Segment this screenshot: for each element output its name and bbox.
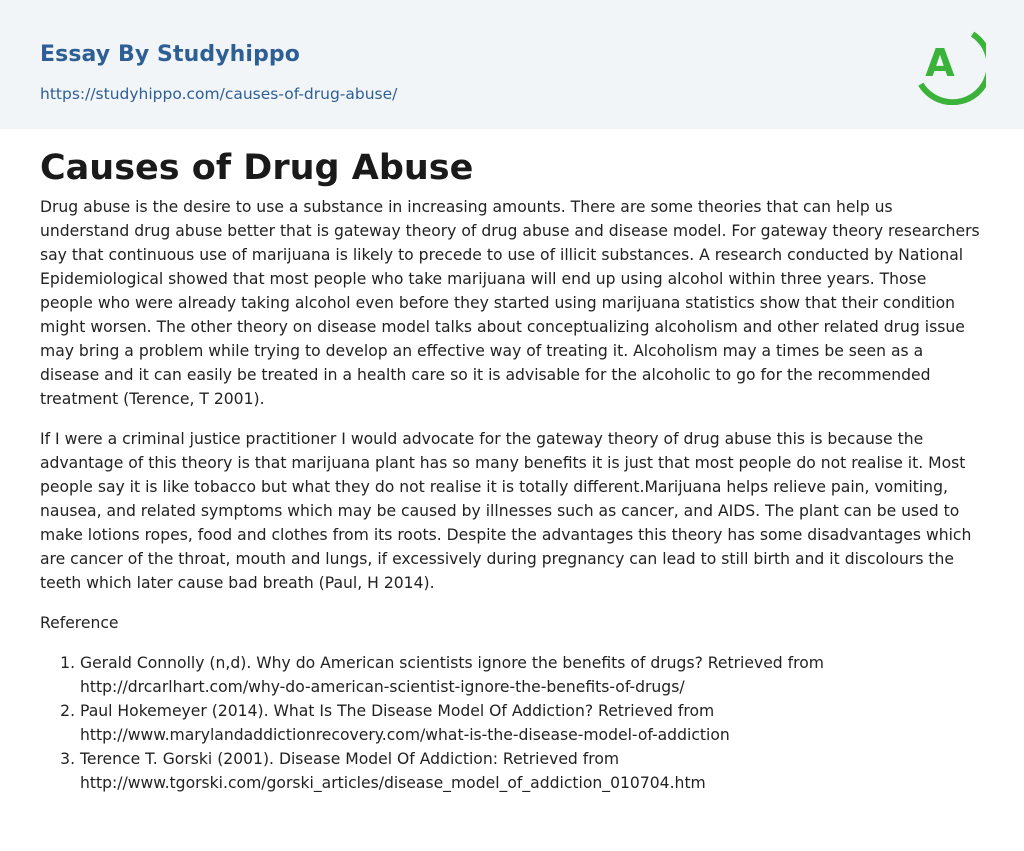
reference-item: 2. Paul Hokemeyer (2014). What Is The Disease Model Of Addiction? Retrieved from http://www.marylandaddictionrecovery.com/what-is-the-disease-model-of-addiction <box>80 699 984 747</box>
reference-heading: Reference <box>40 614 119 632</box>
reference-list <box>40 651 984 795</box>
reference-item: 3. Terence T. Gorski (2001). Disease Model Of Addiction: Retrieved from http://www.tgorski.com/gorski_articles/disease_model_of_addiction_010704.htm <box>80 747 984 795</box>
article-paragraph-1: Drug abuse is the desire to use a substance in increasing amounts. There are some theories that can help us understand drug abuse better that is gateway theory of drug abuse and disease model. For gateway theory researchers say that continuous use of marijuana is likely to precede to use of illicit substances. A research conducted by National Epidemiological showed that most people who take marijuana will end up using alcohol within three years. Those people who were already taking alcohol even before they started using marijuana statistics show that their condition might worsen. The other theory on disease model talks about conceptualizing alcoholism and other related drug issue may bring a problem while trying to develop an effective way of treating it. Alcoholism may a times be seen as a disease and it can easily be treated in a health care so it is advisable for the alcoholic to go for the recommended treatment (Terence, T 2001). <box>40 198 980 408</box>
article-paragraph-2: If I were a criminal justice practitioner I would advocate for the gateway theory of drug abuse this is because the advantage of this theory is that marijuana plant has so many benefits it is just that most people do not realise it. Most people say it is like tobacco but what they do not realise it is totally different.Marijuana helps relieve pain, vomiting, nausea, and related symptoms which may be caused by illnesses such as cancer, and AIDS. The plant can be used to make lotions ropes, food and clothes from its roots. Despite the advantages this theory has some disadvantages which are cancer of the throat, mouth and lungs, if excessively during pregnancy can lead to still birth and it discolours the teeth which later cause bad breath (Paul, H 2014). <box>40 430 972 592</box>
logo-letter: A <box>925 41 955 85</box>
article <box>0 129 1024 795</box>
studyhippo-logo-icon[interactable] <box>912 19 986 105</box>
site-brand[interactable]: Essay By Studyhippo <box>40 42 300 67</box>
reference-item: 1. Gerald Connolly (n,d). Why do American scientists ignore the benefits of drugs? Retrieved from http://drcarlhart.com/why-do-american-scientist-ignore-the-benefits-of-drugs/ <box>80 651 984 699</box>
page-url-link[interactable]: https://studyhippo.com/causes-of-drug-abuse/ <box>40 85 398 103</box>
article-title: Causes of Drug Abuse <box>40 148 474 188</box>
site-header <box>0 0 1024 129</box>
